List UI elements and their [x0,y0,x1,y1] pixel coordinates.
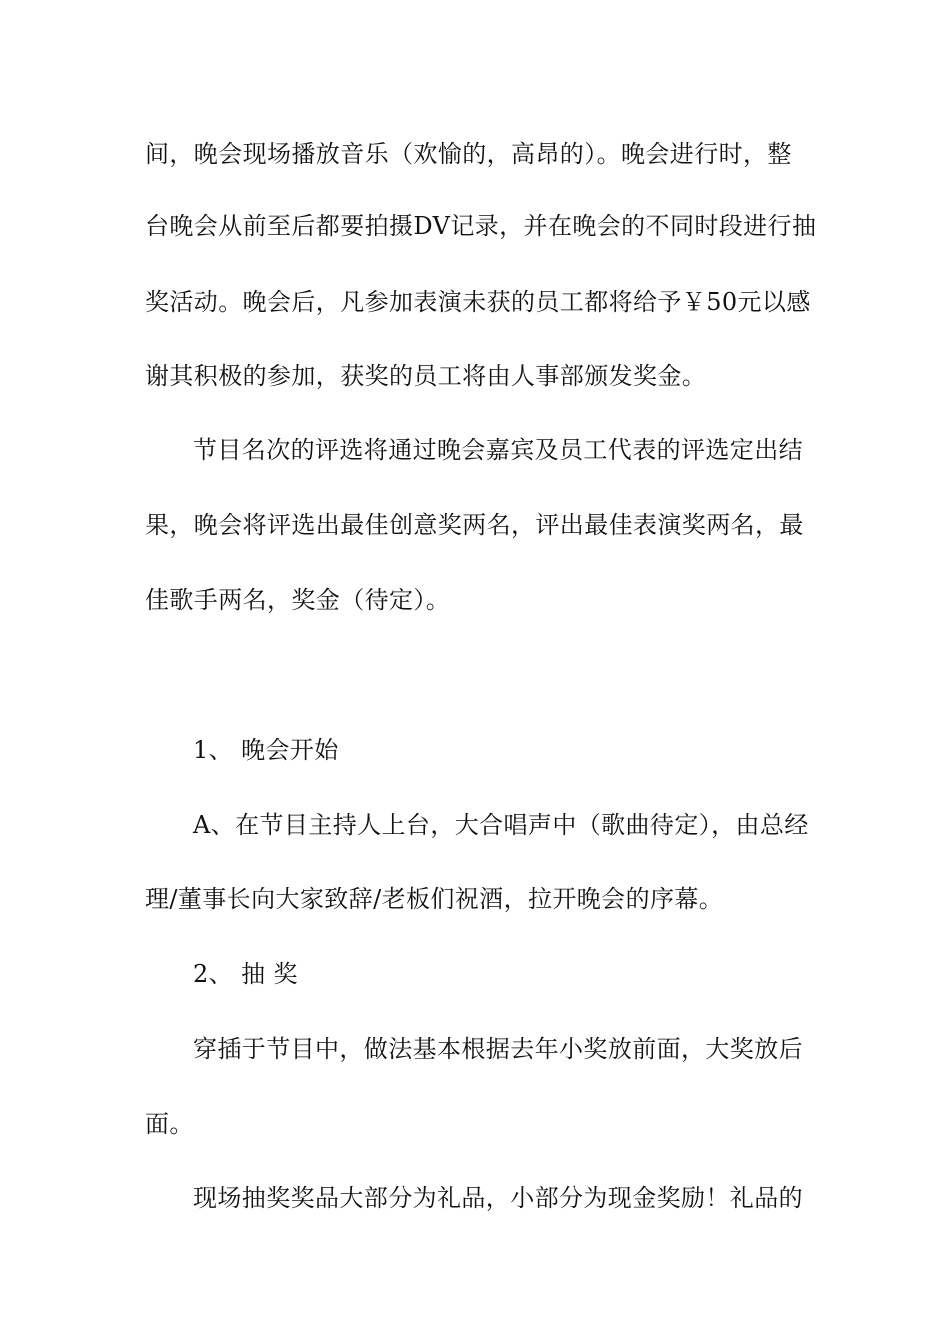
section-2-line-2: 面。 [145,1110,194,1138]
paragraph-1-line-3: 奖活动。晚会后，凡参加表演未获的员工都将给予￥50元以感 [145,288,811,316]
paragraph-1-line-1: 间，晚会现场播放音乐（欢愉的，高昂的）。晚会进行时，整 [145,140,792,168]
section-heading-1: 1、 晚会开始 [193,736,339,764]
section-heading-2: 2、 抽 奖 [193,960,298,988]
paragraph-2-line-1: 节目名次的评选将通过晚会嘉宾及员工代表的评选定出结 [193,436,803,464]
paragraph-1-line-2: 台晚会从前至后都要拍摄DV记录，并在晚会的不同时段进行抽 [145,212,817,240]
paragraph-2-line-2: 果，晚会将评选出最佳创意奖两名，评出最佳表演奖两名，最 [145,511,804,539]
section-1-line-1: A、在节目主持人上台，大合唱声中（歌曲待定），由总经 [193,811,809,839]
paragraph-1-line-4: 谢其积极的参加，获奖的员工将由人事部颁发奖金。 [145,362,707,390]
paragraph-2-line-3: 佳歌手两名，奖金（待定）。 [145,586,451,614]
section-2-line-1: 穿插于节目中，做法基本根据去年小奖放前面，大奖放后 [193,1035,803,1063]
section-2-line-3: 现场抽奖奖品大部分为礼品，小部分为现金奖励！礼品的 [193,1184,803,1212]
section-1-line-2: 理/董事长向大家致辞/老板们祝酒，拉开晚会的序幕。 [145,885,724,913]
